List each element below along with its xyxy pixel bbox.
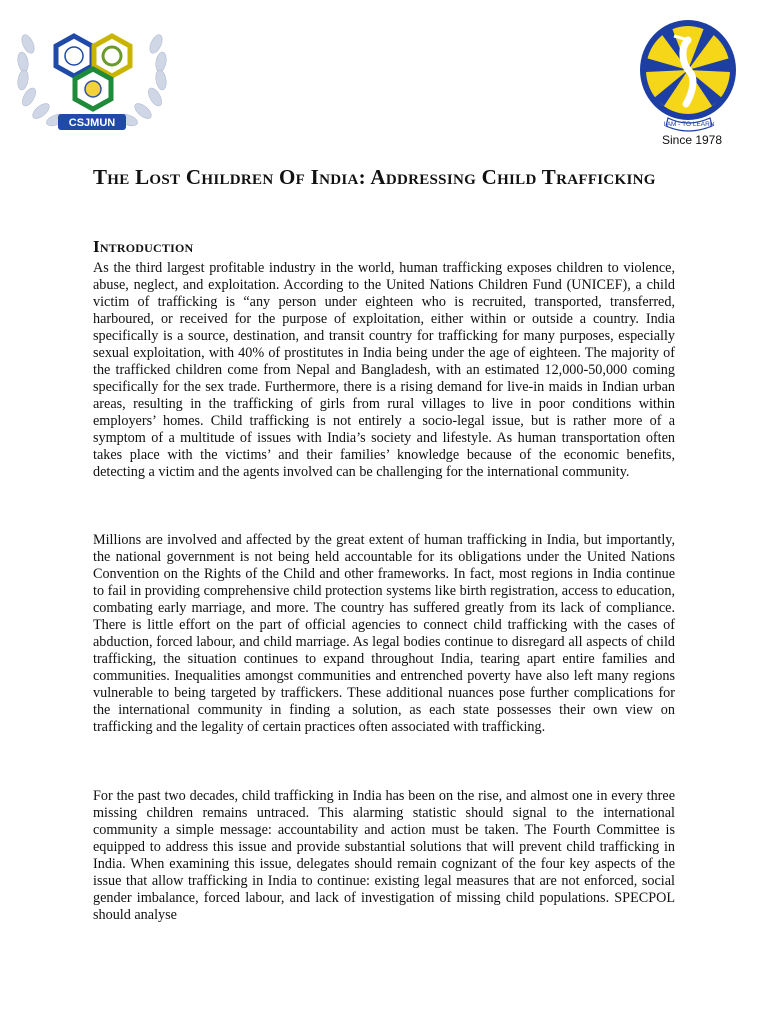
csjmun-logo xyxy=(14,14,170,132)
section-heading-introduction: Introduction xyxy=(93,237,194,256)
document-title: The Lost Children Of India: Addressing Child Trafficking xyxy=(93,165,656,189)
csjmun-logo-text: CSJMUN xyxy=(68,117,116,129)
crest-ribbon-text: I AM - TO LEARN xyxy=(663,121,715,128)
crest-since-text: Since 1978 xyxy=(661,133,723,147)
paragraph-2: Millions are involved and affected by the great extent of human trafficking in India, but importantly, the national government is not being held accountable for its obligations under the United Nations Convention on the Rights of the Child and other frameworks. In fact, most regions in India continue to fail in providing comprehensive child protection systems like birth registration, access to education, combating early marriage, and more. The country has suffered greatly from its lack of compliance. There is little effort on the part of official agencies to connect child trafficking with the cases of abduction, forced labour, and child marriage. As legal bodies continue to disregard all aspects of child trafficking, the situation continues to expand throughout India, tearing apart entire families and communities. Inequalities amongst communities and entrenched poverty have also left many regions vulnerable to being targeted by traffickers. These additional nuances pose further complications for the international community in finding a solution, as each state possesses their own view on trafficking and the legality of certain practices often associated with trafficking. xyxy=(93,532,675,735)
paragraph-1: As the third largest profitable industry in the world, human trafficking exposes children to violence, abuse, neglect, and exploitation. According to the United Nations Children Fund (UNICEF), a child victim of trafficking is “any person under eighteen who is recruited, transported, transferred, harboured, or received for the purpose of exploitation, either within or outside a country. India specifically is a source, destination, and transit country for trafficking for many purposes, especially sexual exploitation, with 40% of prostitutes in India being under the age of eighteen. The majority of the trafficked children come from Nepal and Bangladesh, with an estimated 12,000-50,000 coming specifically for the sex trade. Furthermore, there is a rising demand for live-in maids in Indian urban areas, resulting in the trafficking of girls from rural villages to live in poor conditions within employers’ homes. Child trafficking is not entirely a socio-legal issue, but is rather more of a symptom of a multitude of issues with India’s society and lifestyle. As human transportation often takes place with the victims’ and their families’ knowledge because of the economic benefits, detecting a victim and the agents involved can be challenging for the international community. xyxy=(93,260,675,480)
paragraph-3: For the past two decades, child trafficking in India has been on the rise, and almost one in every three missing children remains untraced. This alarming statistic should signal to the international community a simple message: accountability and action must be taken. The Fourth Committee is equipped to address this issue and provide substantial solutions that will prevent child trafficking in India. When examining this issue, delegates should remain cognizant of the four key aspects of the issue that allow trafficking in India to continue: existing legal measures that are not enforced, social gender imbalance, forced labour, and lack of investigation of missing child populations. SPECPOL should analyse xyxy=(93,788,675,923)
school-crest-logo xyxy=(630,18,748,150)
